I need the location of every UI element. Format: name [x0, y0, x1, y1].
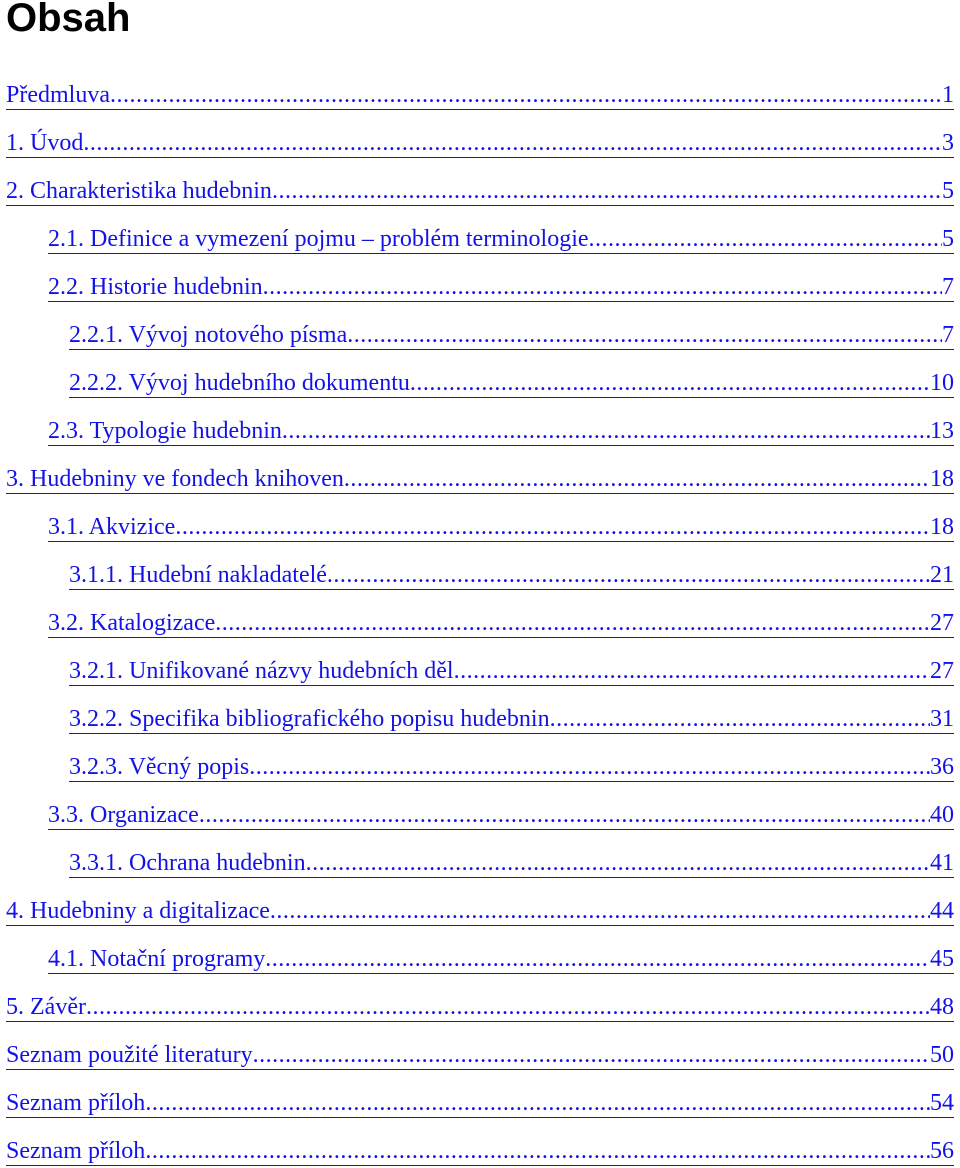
toc-entry-title: 3.1. Akvizice — [48, 514, 176, 540]
toc-entry-hudebni-nakladatele[interactable] — [0, 560, 954, 590]
toc-entry-page: 7 — [942, 274, 954, 300]
toc-entry-katalogizace[interactable] — [0, 608, 954, 638]
toc-dot-leader — [410, 369, 930, 398]
toc-entry-akvizice[interactable] — [0, 512, 954, 542]
toc-dot-leader — [199, 801, 930, 830]
toc-dot-leader — [145, 1137, 930, 1166]
toc-dot-leader — [263, 273, 942, 302]
toc-dot-leader — [344, 465, 930, 494]
toc-dot-leader — [145, 1089, 930, 1118]
toc-dot-leader — [249, 753, 930, 782]
toc-entry-title: Předmluva — [6, 82, 110, 108]
toc-entry-title: 5. Závěr — [6, 994, 86, 1020]
toc-entry-title: Seznam použité literatury — [6, 1042, 253, 1068]
toc-entry-zaver[interactable] — [0, 992, 954, 1022]
toc-entry-title: 3. Hudebniny ve fondech knihoven — [6, 466, 344, 492]
toc-entry-definice[interactable] — [0, 224, 954, 254]
toc-dot-leader — [327, 561, 930, 590]
toc-entry-organizace[interactable] — [0, 800, 954, 830]
toc-dot-leader — [270, 897, 930, 926]
toc-entry-vecny-popis[interactable] — [0, 752, 954, 782]
toc-entry-title: 2. Charakteristika hudebnin — [6, 178, 272, 204]
toc-entry-title: 2.1. Definice a vymezení pojmu – problém terminologie — [48, 226, 589, 252]
toc-entry-typologie[interactable] — [0, 416, 954, 446]
toc-entry-title: 2.3. Typologie hudebnin — [48, 418, 282, 444]
toc-entry-page: 36 — [930, 754, 954, 780]
toc-entry-title: Seznam příloh — [6, 1090, 146, 1116]
toc-entry-title: 3.2. Katalogizace — [48, 610, 216, 636]
toc-entry-title: 2.2.1. Vývoj notového písma — [69, 322, 348, 348]
toc-entry-title: 3.3. Organizace — [48, 802, 199, 828]
toc-dot-leader — [272, 177, 942, 206]
toc-entry-page: 45 — [930, 946, 954, 972]
toc-dot-leader — [589, 225, 942, 254]
toc-entry-title: 2.2. Historie hudebnin — [48, 274, 263, 300]
toc-entry-predmluva[interactable] — [0, 80, 954, 110]
toc-entry-historie[interactable] — [0, 272, 954, 302]
toc-entry-page: 40 — [930, 802, 954, 828]
toc-entry-specifika-popisu[interactable] — [0, 704, 954, 734]
toc-entry-title: 2.2.2. Vývoj hudebního dokumentu — [69, 370, 410, 396]
toc-entry-seznam-priloh[interactable] — [0, 1088, 954, 1118]
toc-entry-unifikovane-nazvy[interactable] — [0, 656, 954, 686]
toc-entry-title: 4.1. Notační programy — [48, 946, 266, 972]
toc-dot-leader — [86, 993, 930, 1022]
toc-entry-page: 41 — [930, 850, 954, 876]
toc-entry-title: Seznam příloh — [6, 1138, 146, 1164]
toc-entry-vyvoj-hudebniho-dokumentu[interactable] — [0, 368, 954, 398]
toc-entry-page: 21 — [930, 562, 954, 588]
toc-entry-page: 27 — [930, 610, 954, 636]
toc-entry-page: 18 — [930, 466, 954, 492]
toc-dot-leader — [175, 513, 930, 542]
toc-entry-uvod[interactable] — [0, 128, 954, 158]
toc-entry-page: 54 — [930, 1090, 954, 1116]
toc-entry-page: 10 — [930, 370, 954, 396]
toc-dot-leader — [253, 1041, 930, 1070]
toc-dot-leader — [265, 945, 930, 974]
page-title: Obsah — [6, 0, 131, 40]
toc-entry-title: 4. Hudebniny a digitalizace — [6, 898, 270, 924]
toc-entry-page: 48 — [930, 994, 954, 1020]
toc-entry-page: 1 — [942, 82, 954, 108]
toc-entry-seznam-literatury[interactable] — [0, 1040, 954, 1070]
toc-entry-ochrana-hudebnin[interactable] — [0, 848, 954, 878]
toc-entry-charakteristika[interactable] — [0, 176, 954, 206]
toc-dot-leader — [215, 609, 930, 638]
toc-entry-title: 3.1.1. Hudební nakladatelé — [69, 562, 327, 588]
toc-entry-title: 3.2.3. Věcný popis — [69, 754, 250, 780]
toc-entry-title: 3.2.1. Unifikované názvy hudebních děl — [69, 658, 454, 684]
toc-entry-page: 3 — [942, 130, 954, 156]
toc-entry-notacni-programy[interactable] — [0, 944, 954, 974]
toc-entry-page: 13 — [930, 418, 954, 444]
toc-entry-page: 50 — [930, 1042, 954, 1068]
toc-entry-digitalizace[interactable] — [0, 896, 954, 926]
toc-entry-vyvoj-notoveho-pisma[interactable] — [0, 320, 954, 350]
toc-entry-page: 7 — [942, 322, 954, 348]
toc-dot-leader — [347, 321, 942, 350]
toc-dot-leader — [550, 705, 930, 734]
toc-dot-leader — [454, 657, 930, 686]
toc-dot-leader — [306, 849, 930, 878]
toc-entry-page: 18 — [930, 514, 954, 540]
toc-entry-page: 56 — [930, 1138, 954, 1164]
toc-entry-page: 5 — [942, 178, 954, 204]
toc-entry-page: 44 — [930, 898, 954, 924]
toc-entry-title: 1. Úvod — [6, 130, 84, 156]
toc-entry-page: 5 — [942, 226, 954, 252]
toc-entry-hudebniny-ve-fondech[interactable] — [0, 464, 954, 494]
toc-entry-page: 31 — [930, 706, 954, 732]
toc-dot-leader — [282, 417, 930, 446]
toc-entry-title: 3.3.1. Ochrana hudebnin — [69, 850, 306, 876]
toc-dot-leader — [83, 129, 942, 158]
toc-entry-page: 27 — [930, 658, 954, 684]
toc-entry-seznam-priloh-2[interactable] — [0, 1136, 954, 1166]
toc-entry-title: 3.2.2. Specifika bibliografického popisu hudebnin — [69, 706, 550, 732]
toc-dot-leader — [110, 81, 942, 110]
